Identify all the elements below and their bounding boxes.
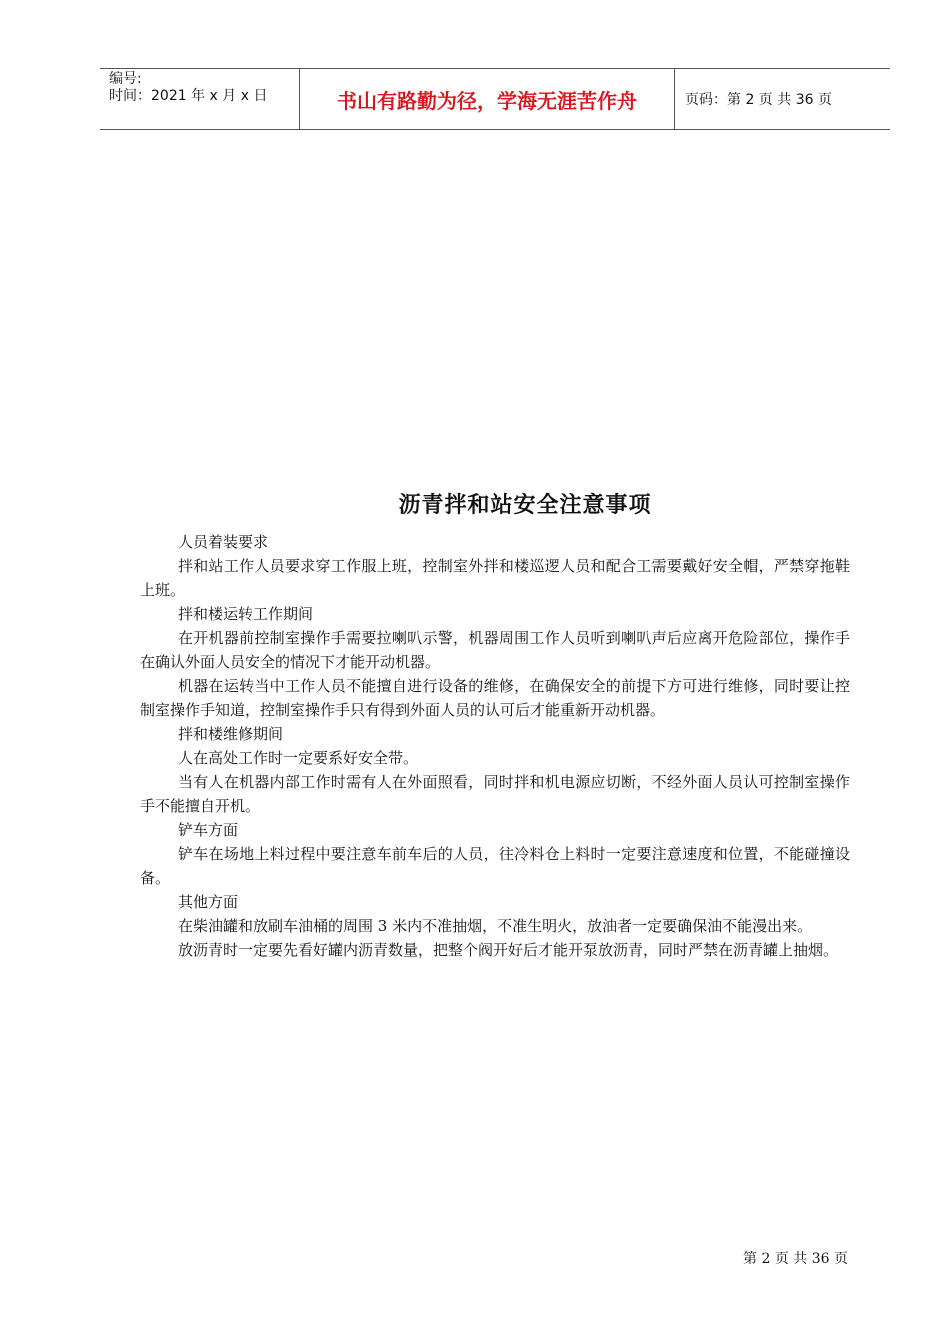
paragraph: 当有人在机器内部工作时需有人在外面照看，同时拌和机电源应切断，不经外面人员认可控制室操作手不能擅自开机。 (140, 773, 850, 815)
paragraph: 铲车方面 (178, 821, 239, 839)
time-label: 时间：2021 年 x 月 x 日 (109, 88, 268, 104)
paragraph: 人在高处工作时一定要系好安全带。 (178, 749, 419, 767)
page-header (100, 68, 890, 130)
paragraph: 在柴油罐和放刷车油桶的周围 3 米内不准抽烟，不准生明火，放油者一定要确保油不能漫出来。 (178, 917, 813, 935)
paragraph: 拌和楼运转工作期间 (178, 605, 314, 623)
header-meta (100, 69, 300, 129)
page-footer: 第 2 页 共 36 页 (743, 1251, 848, 1267)
paragraph: 其他方面 (178, 893, 239, 911)
header-page-label: 页码：第 2 页 共 36 页 (685, 92, 832, 108)
document-title: 沥青拌和站安全注意事项 (398, 492, 652, 518)
paragraph: 拌和楼维修期间 (178, 725, 284, 743)
paragraph: 铲车在场地上料过程中要注意车前车后的人员，往冷料仓上料时一定要注意速度和位置，不能碰撞设备。 (140, 845, 850, 887)
document-body (140, 530, 850, 962)
header-motto: 书山有路勤为径，学海无涯苦作舟 (300, 69, 675, 129)
paragraph: 在开机器前控制室操作手需要拉喇叭示警，机器周围工作人员听到喇叭声后应离开危险部位，操作手在确认外面人员安全的情况下才能开动机器。 (140, 629, 850, 671)
paragraph: 拌和站工作人员要求穿工作服上班，控制室外拌和楼巡逻人员和配合工需要戴好安全帽，严禁穿拖鞋上班。 (140, 557, 850, 599)
paragraph: 人员着装要求 (178, 533, 269, 551)
paragraph: 放沥青时一定要先看好罐内沥青数量，把整个阀开好后才能开泵放沥青，同时严禁在沥青罐上抽烟。 (178, 941, 839, 959)
paragraph: 机器在运转当中工作人员不能擅自进行设备的维修，在确保安全的前提下方可进行维修，同时要让控制室操作手知道，控制室操作手只有得到外面人员的认可后才能重新开动机器。 (140, 677, 850, 719)
serial-label: 编号: (109, 71, 142, 87)
